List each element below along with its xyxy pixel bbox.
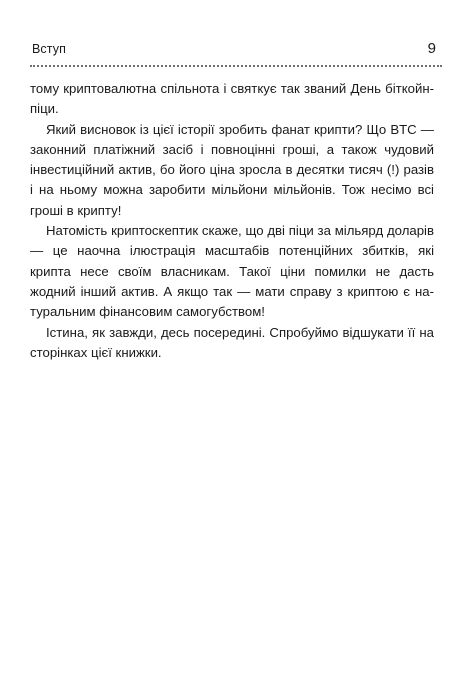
- paragraph: Який висновок із цієї історії зробить фанат крипти? Що BTC — законний платіжний засіб і повноцінні гроші, а також чудовий інвестиційний актив, бо його ціна зросла в десятки тисяч (!) разів і на ньому можна заробити мільйони мільйонів. Тож несімо всі гроші в крипту!: [30, 121, 434, 218]
- paragraph-continuation: тому криптовалютна спільнота і святкує так званий День біткойн-піци.: [30, 81, 434, 117]
- header-dotted-rule: [30, 65, 442, 67]
- paragraph: Натомість криптоскептик скаже, що дві піци за мільярд доларів — це наочна ілюстрація масштабів потенційних збитків, які крипта несе своїм власникам. Такої ціни помилки не дасть жодний інший актив. А якщо так — мати справу з криптою є натуральним фінансовим самогубством!: [30, 223, 434, 320]
- page-number: 9: [427, 40, 436, 57]
- body-text: [30, 79, 434, 363]
- paragraph: Істина, як завжди, десь посередині. Спробуймо відшукати її на сторінках цієї книжки.: [30, 324, 434, 360]
- running-head: [30, 38, 442, 60]
- book-page: [30, 38, 442, 658]
- section-title: Вступ: [32, 42, 66, 56]
